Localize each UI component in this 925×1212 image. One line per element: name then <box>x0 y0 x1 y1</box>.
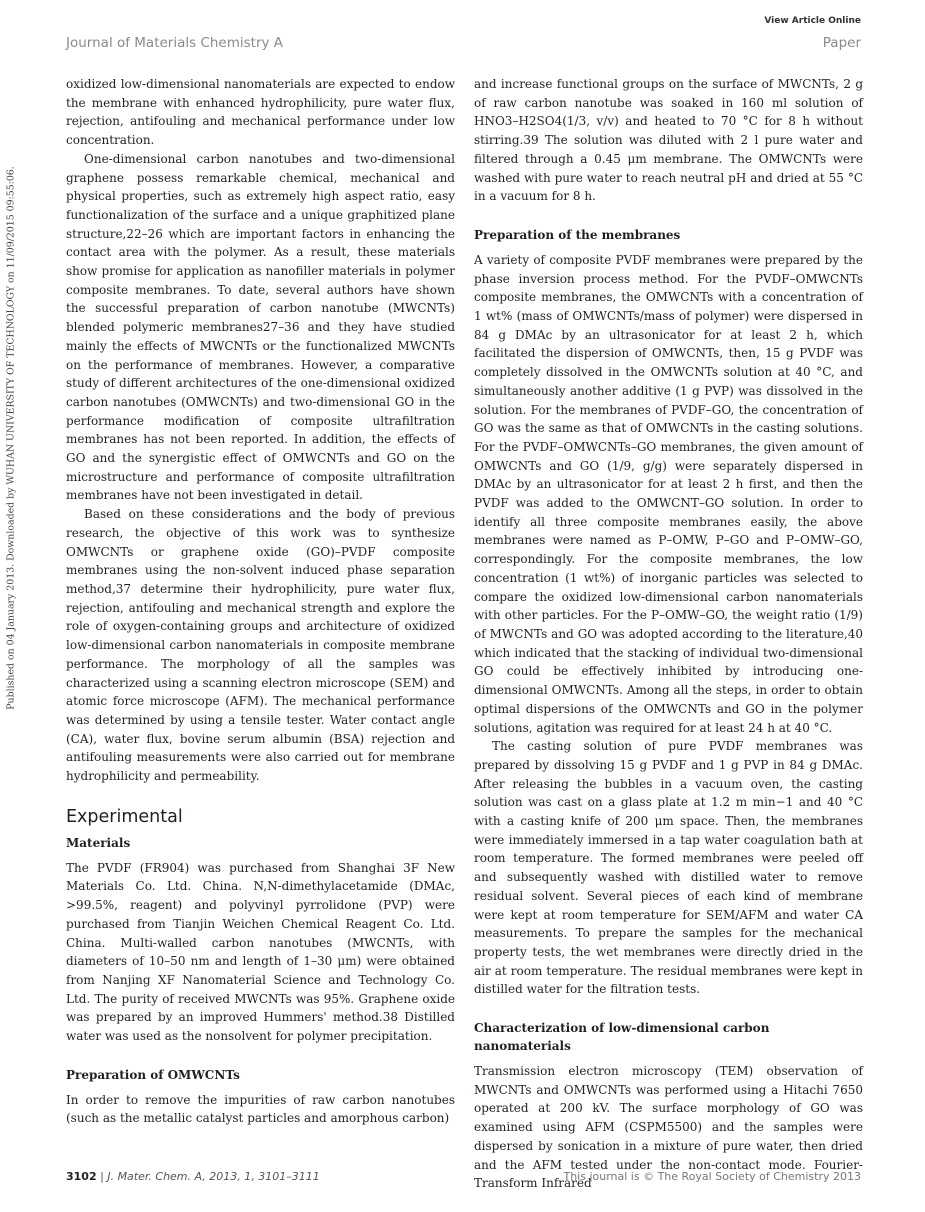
subsection-heading-omwcnts: Preparation of OMWCNTs <box>66 1067 240 1082</box>
section-heading-experimental: Experimental <box>66 806 183 827</box>
view-article-online-link[interactable]: View Article Online <box>764 16 861 26</box>
paragraph: The PVDF (FR904) was purchased from Shanghai 3F New Materials Co. Ltd. China. N,N-dimethylacetamide (DMAc, >99.5%, reagent) and polyvinyl pyrrolidone (PVP) were purchased from Tianjin Weichen Chemical Reagent Co. Ltd. China. Multi-walled carbon nanotubes (MWCNTs, with diameters of 10–50 nm and length of 1–30 μm) were obtained from Nanjing XF Nanomaterial Science and Technology Co. Ltd. The purity of received MWCNTs was 95%. Graphene oxide was prepared by an improved Hummers' method.38 Distilled water was used as the nonsolvent for polymer precipitation. <box>66 860 455 1044</box>
subsection-heading-membranes: Preparation of the membranes <box>474 227 681 242</box>
page-number: 3102 <box>66 1170 97 1183</box>
subsection-heading-characterization: Characterization of low-dimensional carbon nanomaterials <box>474 1021 770 1054</box>
watermark-text: Published on 04 January 2013. Downloaded by WUHAN UNIVERSITY OF TECHNOLOGY on 11/09/2015 09:55:06. <box>5 165 17 710</box>
journal-name: Journal of Materials Chemistry A <box>66 35 284 51</box>
paragraph: The casting solution of pure PVDF membranes was prepared by dissolving 15 g PVDF and 1 g PVP in 84 g DMAc. After releasing the bubbles in a vacuum oven, the casting solution was cast on a glass plate at 1.2 m min−1 and 40 °C with a casting knife of 200 μm space. Then, the membranes were immediately immersed in a tap water coagulation bath at room temperature. The formed membranes were peeled off and subsequently washed with distilled water to remove residual solvent. Several pieces of each kind of membrane were kept at room temperature for SEM/AFM and water CA measurements. To prepare the samples for the mechanical property tests, the wet membranes were directly dried in the air at room temperature. The residual membranes were kept in distilled water for the filtration tests. <box>474 739 863 997</box>
footer-copyright: This journal is © The Royal Society of Chemistry 2013 <box>563 1170 861 1183</box>
section-label: Paper <box>822 35 861 51</box>
paragraph: Transmission electron microscopy (TEM) observation of MWCNTs and OMWCNTs was performed using a Hitachi 7650 operated at 200 kV. The surface morphology of GO was examined using AFM (CSPM5500) and the samples were dispersed by sonication in a mixture of pure water, then dried and the AFM tested under the non-contact mode. Fourier-Transform Infrared <box>474 1064 863 1191</box>
paragraph: Based on these considerations and the body of previous research, the objective of this work was to synthesize OMWCNTs or graphene oxide (GO)–PVDF composite membranes using the non-solvent induced phase separation method,37 determine their hydrophilicity, pure water flux, rejection, antifouling and mechanical strength and explore the role of oxygen-containing groups and architecture of oxidized low-dimensional carbon nanomaterials in composite membrane performance. The morphology of all the samples was characterized using a scanning electron microscope (SEM) and atomic force microscope (AFM). The mechanical performance was determined by using a tensile tester. Water contact angle (CA), water flux, bovine serum albumin (BSA) rejection and antifouling measurements were also carried out for membrane hydrophilicity and permeability. <box>66 507 455 784</box>
paragraph: In order to remove the impurities of raw carbon nanotubes (such as the metallic catalyst particles and amorphous carbon) <box>66 1092 455 1126</box>
paragraph: A variety of composite PVDF membranes were prepared by the phase inversion process method. For the PVDF–OMWCNTs composite membranes, the OMWCNTs with a concentration of 1 wt% (mass of OMWCNTs/mass of polymer) were dispersed in 84 g DMAc by an ultrasonicator for at least 2 h, which facilitated the dispersion of OMWCNTs, then, 15 g PVDF was completely dissolved in the OMWCNTs solution at 40 °C, and simultaneously another additive (1 g PVP) was dissolved in the solution. For the membranes of PVDF–GO, the concentration of GO was the same as that of OMWCNTs in the casting solutions. For the PVDF–OMWCNTs–GO membranes, the given amount of OMWCNTs and GO (1/9, g/g) were separately dispersed in DMAc by an ultrasonicator for at least 2 h first, and then the PVDF was added to the OMWCNT–GO solution. In order to identify all three composite membranes easily, the above membranes were named as P–OMW, P–GO and P–OMW–GO, correspondingly. For the composite membranes, the low concentration (1 wt%) of inorganic particles was selected to compare the oxidized low-dimensional carbon nanomaterials with other particles. For the P–OMW–GO, the weight ratio (1/9) of MWCNTs and GO was adopted according to the literature,40 which indicated that the stacking of individual two-dimensional GO could be effectively inhibited by introducing one-dimensional OMWCNTs. Among all the steps, in order to obtain optimal dispersions of the OMWCNTs and GO in the polymer solutions, agitation was required for at least 24 h at 40 °C. <box>474 252 863 735</box>
subsection-heading-materials: Materials <box>66 835 131 850</box>
download-watermark <box>2 160 20 715</box>
right-column <box>474 75 863 1193</box>
paragraph: and increase functional groups on the surface of MWCNTs, 2 g of raw carbon nanotube was soaked in 160 ml solution of HNO3–H2SO4(1/3, v/v) and heated to 70 °C for 8 h without stirring.39 The solution was diluted with 2 l pure water and filtered through a 0.45 μm membrane. The OMWCNTs were washed with pure water to reach neutral pH and dried at 55 °C in a vacuum for 8 h. <box>474 77 863 204</box>
paragraph: One-dimensional carbon nanotubes and two-dimensional graphene possess remarkable chemical, mechanical and physical properties, such as extremely high aspect ratio, easy functionalization of the surface and a unique graphitized plane structure,22–26 which are important factors in enhancing the contact area with the polymer. As a result, these materials show promise for application as nanofiller materials in polymer composite membranes. To date, several authors have shown the successful preparation of carbon nanotube (MWCNTs) blended polymeric membranes27–36 and they have studied mainly the effects of MWCNTs or the functionalized MWCNTs on the performance of membranes. However, a comparative study of different architectures of the one-dimensional oxidized carbon nanotubes (OMWCNTs) and two-dimensional GO in the performance modification of composite ultrafiltration membranes has not been reported. In addition, the effects of GO and the synergistic effect of OMWCNTs and GO on the microstructure and performance of composite ultrafiltration membranes have not been investigated in detail. <box>66 151 455 503</box>
footer-citation: 3102 | J. Mater. Chem. A, 2013, 1, 3101–3111 <box>66 1170 320 1183</box>
journal-citation: J. Mater. Chem. A, 2013, 1, 3101–3111 <box>107 1170 320 1183</box>
left-column <box>66 75 455 1128</box>
paragraph: oxidized low-dimensional nanomaterials are expected to endow the membrane with enhanced hydrophilicity, pure water flux, rejection, antifouling and mechanical performance under low concentration. <box>66 77 455 148</box>
